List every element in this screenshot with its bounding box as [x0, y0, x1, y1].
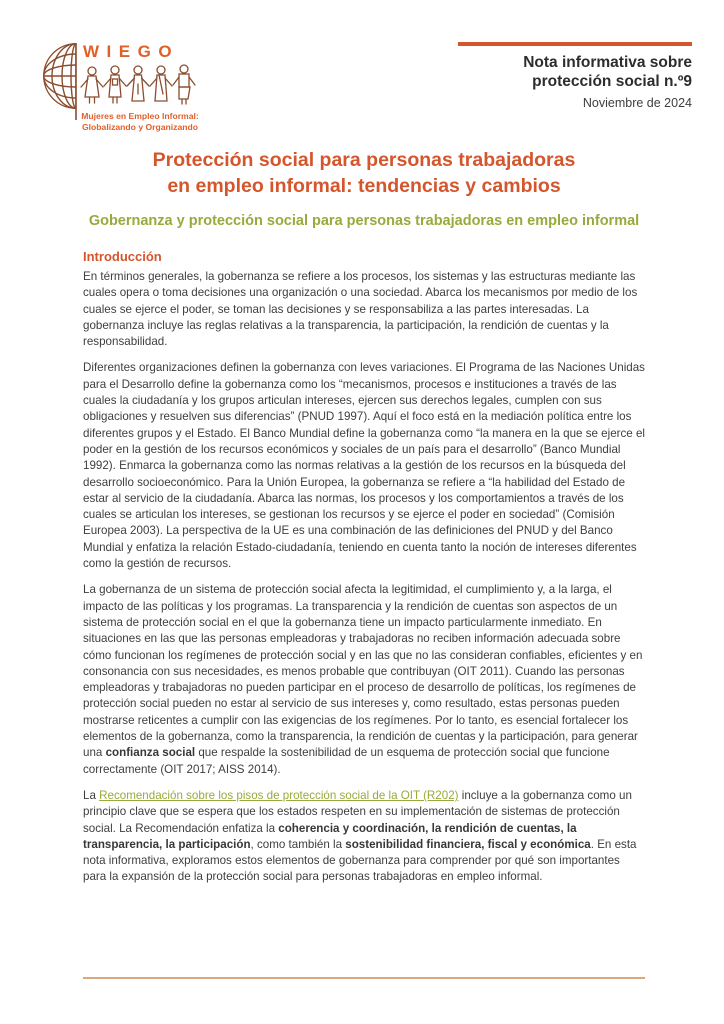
- paragraph-3: [83, 582, 646, 778]
- masthead-rule: [458, 42, 692, 46]
- wiego-logo: [42, 40, 204, 136]
- paragraph-4-text1: incluye a la gobernanza como un principio clave que se espera que los estados respeten en su implementación de sistemas de protección social. La Recomendación enfatiza la: [83, 788, 632, 835]
- logo-tagline-line1: Mujeres en Empleo Informal:: [81, 111, 199, 121]
- logo-tagline-line2: Globalizando y Organizando: [81, 122, 199, 132]
- series-title-line2: protección social n.º9: [532, 73, 692, 90]
- document-title-line2: en empleo informal: tendencias y cambios: [167, 175, 561, 197]
- document-subtitle: Gobernanza y protección social para personas trabajadoras en empleo informal: [88, 213, 640, 229]
- footer-divider: [83, 977, 645, 979]
- paragraph-3-text1: La gobernanza de un sistema de protección social afecta la legitimidad, el cumplimiento y, a la larga, el impacto de las políticas y los programas. La transparencia y la rendición de cuentas son aspectos de un sistema de protección social en el que la gobernanza tiene un impacto particularmente inmediato. En situaciones en las que las personas empleadoras y trabajadoras no reciben información adecuada sobre cómo funcionan los regímenes de protección social y en las que no las consideran confiables, eficientes y en consonancia con sus necesidades, es menos probable que contribuyan (OIT 2011). Cuando las personas empleadoras y trabajadoras no pueden participar en el proceso de desarrollo de políticas, los regímenes de protección social pueden no estar al servicio de sus intereses y, como resultado, estas personas pueden mostrarse reticentes a cumplir con las exigencias de los regímenes. Por lo tanto, es esencial fortalecer los elementos de la gobernanza, como la transparencia, la rendición de cuentas y la participación, para generar una: [83, 583, 643, 760]
- masthead: [452, 42, 692, 110]
- paragraph-3-bold: confianza social: [105, 746, 196, 760]
- paragraph-4-bold1: coherencia y coordinación, la rendición de cuentas, la transparencia, la participación: [83, 821, 577, 851]
- series-title-line1: Nota informativa sobre: [523, 54, 692, 71]
- paragraph-2: Diferentes organizaciones definen la gobernanza con leves variaciones. El Programa de las Naciones Unidas para el Desarrollo define la gobernanza como los “mecanismos, procesos e instituciones a través de las cuales la ciudadanía y los grupos articulan intereses, ejercen sus derechos legales, cumplen con sus obligaciones y resuelven sus diferencias” (PNUD 1997). Aquí el foco está en la mediación política entre los diferentes grupos y el Estado. El Banco Mundial define la gobernanza como “la manera en la que se ejerce el poder en la gestión de los recursos económicos y sociales de un país para el desarrollo” (Banco Mundial 1992). Enmarca la gobernanza como las normas relativas a la gestión de los recursos en la búsqueda del desarrollo socioeconómico. Para la Unión Europea, la gobernanza se refiere a “la habilidad del Estado de estar al servicio de la ciudadanía. Abarca las normas, los procesos y los comportamientos a través de los cuales se articulan los intereses, se gestionan los recursos y se ejerce el poder en sociedad” (Comisión Europea 2003). La perspectiva de la UE es una combinación de las definiciones del PNUD y del Banco Mundial y enfatiza la relación Estado-ciudadanía, teniendo en cuenta tanto la noción de intereses diferentes como la gestión de recursos.: [83, 361, 645, 571]
- body-copy: [83, 269, 646, 896]
- paragraph-4: [83, 788, 646, 886]
- paragraph-3-text2: que respalde la sostenibilidad de un esquema de protección social que funcione correctamente (OIT 2017; AISS 2014).: [83, 746, 610, 776]
- paragraph-4-lead: La: [83, 788, 100, 802]
- wiego-brand-text: WIEGO: [83, 42, 180, 61]
- section-heading-introduccion: Introducción: [83, 249, 162, 264]
- issue-date: Noviembre de 2024: [582, 96, 692, 110]
- wiego-logo-graphic: [42, 40, 204, 136]
- paragraph-4-text2: , como también la: [250, 837, 346, 851]
- paragraph-4-bold2: sostenibilidad financiera, fiscal y económica: [345, 837, 591, 851]
- r202-recommendation-link[interactable]: Recomendación sobre los pisos de protección social de la OIT (R202): [99, 788, 459, 802]
- document-title-line1: Protección social para personas trabajadoras: [152, 149, 576, 171]
- paragraph-4-text3: . En esta nota informativa, exploramos estos elementos de gobernanza para comprender por qué son importantes para la expansión de la protección social para personas trabajadoras en empleo informal.: [83, 837, 637, 884]
- document-title: [83, 147, 645, 199]
- paragraph-1: En términos generales, la gobernanza se refiere a los procesos, los sistemas y las estructuras mediante las cuales opera o toma decisiones una organización o una sociedad. Abarca los mecanismos por medio de los cuales se ejerce el poder, se toman las decisiones y se responsabiliza a las partes interesadas. La gobernanza incluye las reglas relativas a la transparencia, la participación, la rendición de cuentas y la responsabilidad.: [83, 270, 638, 349]
